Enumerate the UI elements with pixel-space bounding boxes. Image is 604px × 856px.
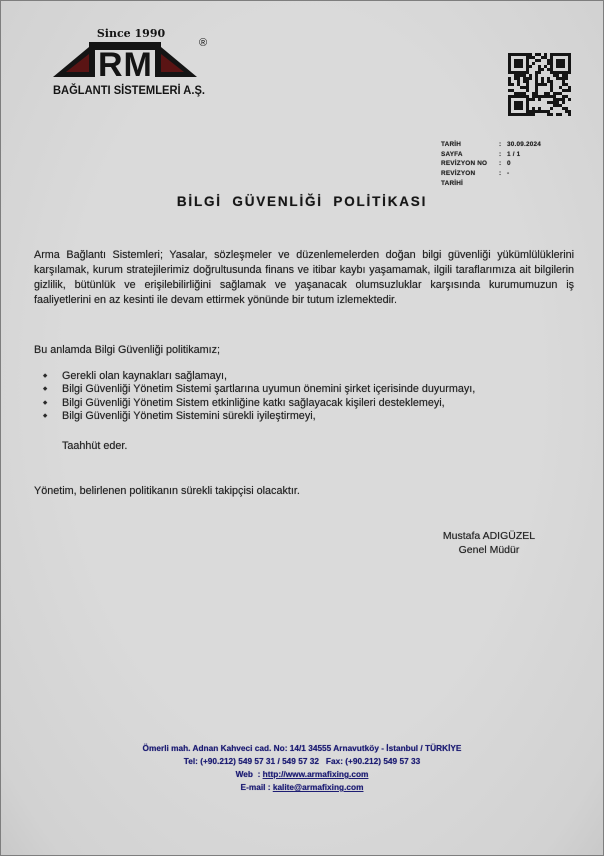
logo-mark-letters: RM bbox=[98, 46, 153, 84]
meta-row-revision-no: REVİZYON NO : 0 bbox=[441, 160, 511, 168]
company-logo bbox=[51, 25, 211, 103]
website-link[interactable]: http://www.armafixing.com bbox=[262, 769, 369, 779]
list-item-text: Bilgi Güvenliği Yönetim Sistemi şartlarına uyumun önemini şirket içerisinde duyurmayı, bbox=[62, 383, 476, 396]
policy-lead-in: Bu anlamda Bilgi Güvenliği politikamız; bbox=[34, 344, 221, 356]
meta-label: REVİZYON NO bbox=[441, 160, 488, 168]
signatory-name: Mustafa ADIGÜZEL bbox=[442, 530, 536, 542]
bullet-icon: ◆ bbox=[43, 399, 48, 406]
policy-bullet-list bbox=[34, 370, 574, 423]
bullet-icon: ◆ bbox=[43, 412, 48, 419]
bullet-icon: ◆ bbox=[43, 386, 48, 393]
list-item bbox=[34, 397, 574, 410]
meta-value: 30.09.2024 bbox=[507, 141, 541, 148]
revision-info-table bbox=[441, 140, 541, 187]
meta-label: REVİZYON TARİHİ bbox=[441, 170, 476, 187]
list-item-text: Bilgi Güvenliği Yönetim Sistemini sürekli iyileştirmeyi, bbox=[62, 409, 316, 422]
commitment-line: Taahhüt eder. bbox=[62, 440, 128, 452]
qr-code bbox=[508, 53, 571, 116]
footer-address: Ömerli mah. Adnan Kahveci cad. No: 14/1 34555 Arnavutköy - İstanbul / TÜRKİYE bbox=[142, 743, 462, 753]
meta-row-revision-date: REVİZYON TARİHİ : - bbox=[441, 170, 510, 187]
signatory-title: Genel Müdür bbox=[458, 544, 520, 556]
closing-statement: Yönetim, belirlenen politikanın sürekli takipçisi olacaktır. bbox=[34, 485, 300, 497]
footer-email-line: E-mail : kalite@armafixing.com bbox=[240, 782, 364, 792]
meta-value: - bbox=[507, 170, 510, 178]
meta-value: 1 / 1 bbox=[507, 150, 521, 158]
footer-contact-block bbox=[1, 742, 603, 794]
list-item bbox=[34, 383, 574, 396]
meta-row-page: SAYFA : 1 / 1 bbox=[441, 150, 521, 158]
list-item bbox=[34, 370, 574, 383]
logo-since-text: Since 1990 bbox=[96, 27, 166, 40]
meta-label: SAYFA bbox=[441, 150, 463, 158]
meta-label: TARİH bbox=[441, 141, 462, 148]
list-item bbox=[34, 410, 574, 423]
list-item-text: Bilgi Güvenliği Yönetim Sistem etkinliğine katkı sağlayacak kişileri desteklemeyi, bbox=[62, 396, 445, 409]
meta-value: 0 bbox=[507, 160, 511, 168]
footer-web-line: Web : http://www.armafixing.com bbox=[235, 769, 369, 779]
list-item-text: Gerekli olan kaynakları sağlamayı, bbox=[62, 370, 228, 382]
footer-phones: Tel: (+90.212) 549 57 31 / 549 57 32 Fax: (+90.212) 549 57 33 bbox=[183, 756, 421, 766]
bullet-icon: ◆ bbox=[43, 373, 48, 379]
registered-trademark-icon: ® bbox=[199, 37, 208, 49]
logo-subtitle: BAĞLANTI SİSTEMLERİ A.Ş. bbox=[53, 85, 210, 97]
signature-block bbox=[389, 529, 589, 557]
document-title: BİLGİ GÜVENLİĞİ POLİTİKASI bbox=[176, 194, 428, 209]
policy-intro-paragraph: Arma Bağlantı Sistemleri; Yasalar, sözleşmeler ve düzenlemelerden doğan bilgi güvenliği yükümlülüklerini karşılamak, kurum stratejilerimiz doğrultusunda finans ve itibar kaybı yaşamamak, ilgili taraflarımıza ait bilgilerin gizlilik, bütünlük ve erişilebilirliğini sağlamak ve yaşanacak olumsuzluklar karşısında kurumumuzun iş faaliyetlerini en az kesinti ile devam ettirmek yönünde bir tutum izlemektedir. bbox=[34, 249, 574, 306]
email-label: E-mail bbox=[240, 782, 266, 792]
meta-row-date: TARİH : 30.09.2024 bbox=[441, 141, 541, 148]
web-label: Web bbox=[235, 769, 253, 779]
email-link[interactable]: kalite@armafixing.com bbox=[272, 782, 364, 792]
